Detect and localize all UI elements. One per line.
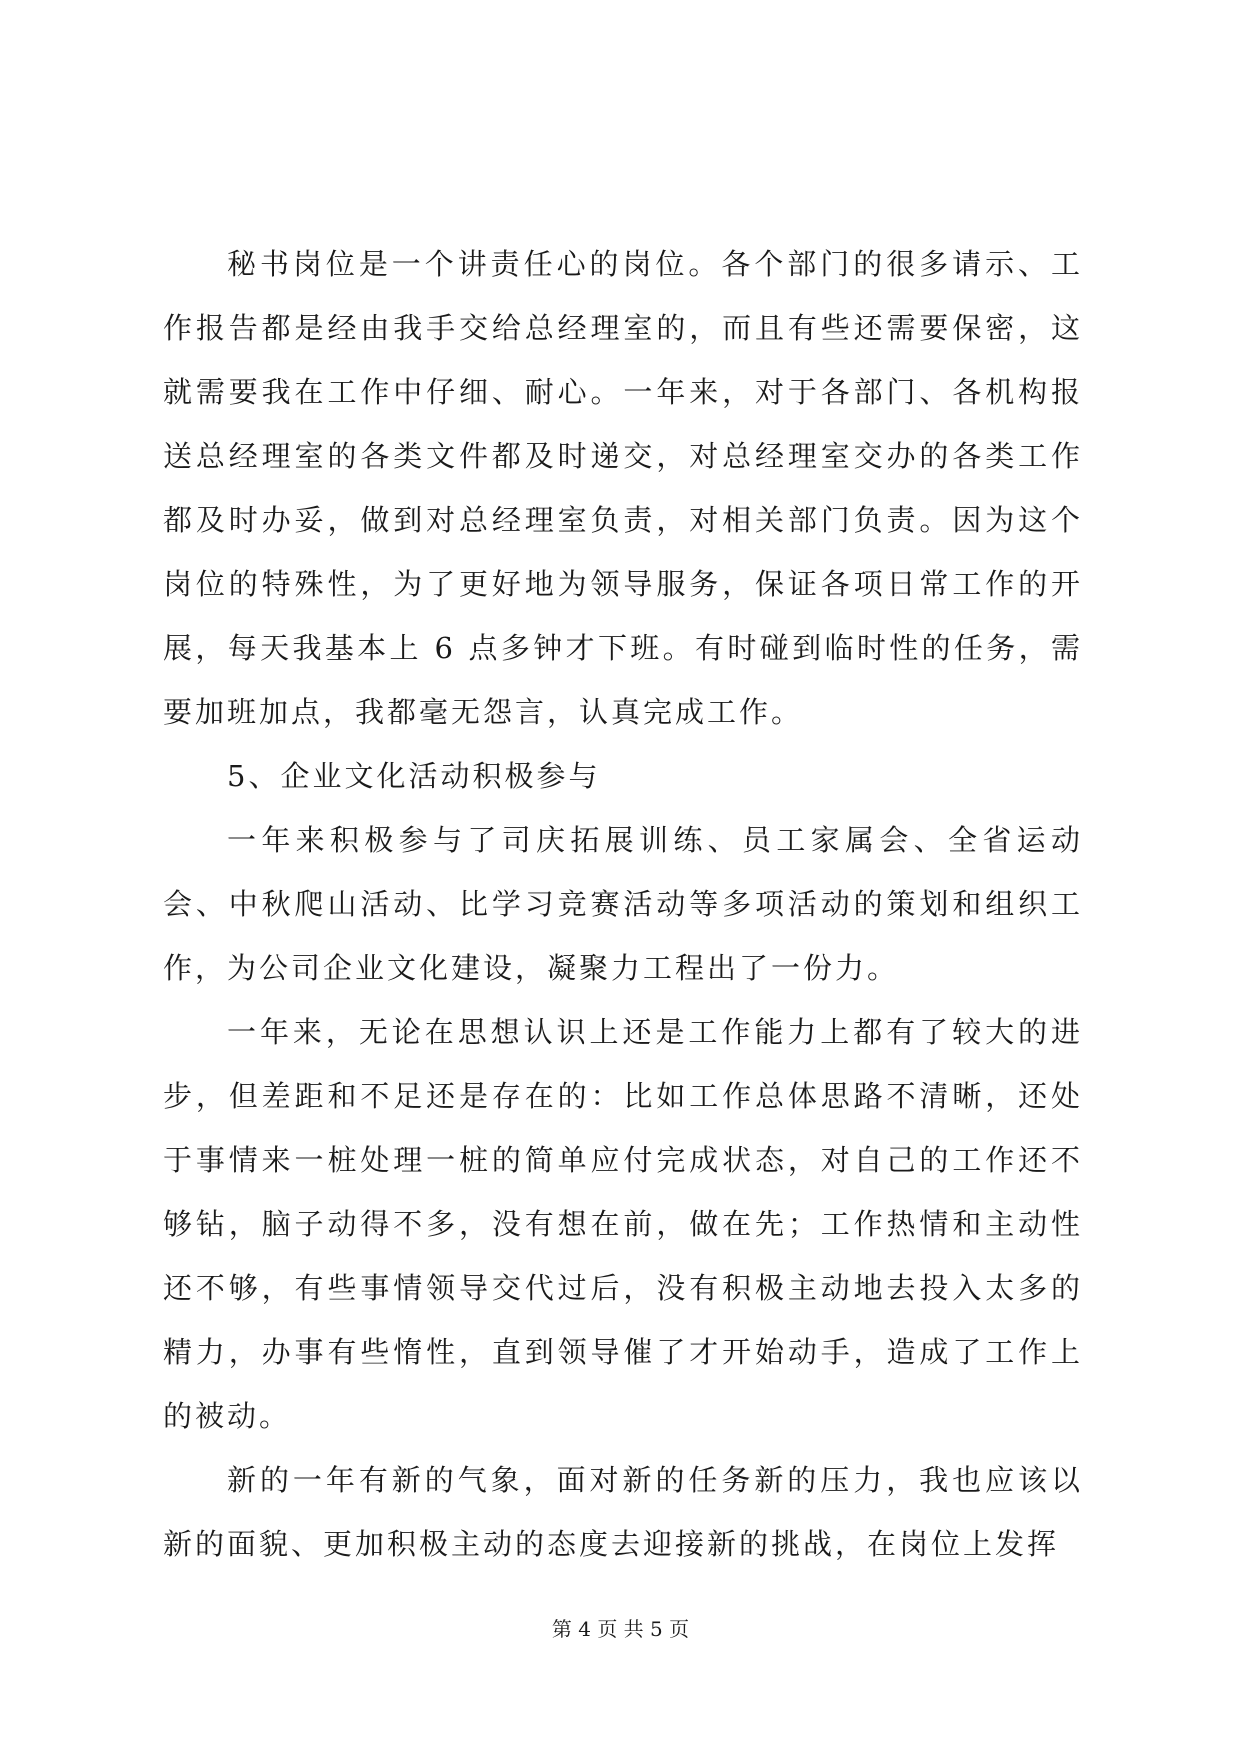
paragraph-new-year: 新的一年有新的气象，面对新的任务新的压力，我也应该以新的面貌、更加积极主动的态度去迎接新的挑战，在岗位上发挥: [163, 1463, 1083, 1561]
page-footer: 第 4 页 共 5 页: [551, 1617, 690, 1641]
paragraph-activities: 一年来积极参与了司庆拓展训练、员工家属会、全省运动会、中秋爬山活动、比学习竞赛活动等多项活动的策划和组织工作，为公司企业文化建设，凝聚力工程出了一份力。: [163, 823, 1083, 985]
paragraph-secretary-duty: 秘书岗位是一个讲责任心的岗位。各个部门的很多请示、工作报告都是经由我手交给总经理室的，而且有些还需要保密，这就需要我在工作中仔细、耐心。一年来，对于各部门、各机构报送总经理室的各类文件都及时递交，对总经理室交办的各类工作都及时办妥，做到对总经理室负责，对相关部门负责。因为这个岗位的特殊性，为了更好地为领导服务，保证各项日常工作的开展，每天我基本上 6 点多钟才下班。有时碰到临时性的任务，需要加班加点，我都毫无怨言，认真完成工作。: [163, 247, 1083, 729]
document-body: [163, 232, 1083, 1576]
section-heading-culture-activities: 5、企业文化活动积极参与: [227, 759, 601, 793]
paragraph-shortcomings: 一年来，无论在思想认识上还是工作能力上都有了较大的进步，但差距和不足还是存在的：比如工作总体思路不清晰，还处于事情来一桩处理一桩的简单应付完成状态，对自己的工作还不够钻，脑子动得不多，没有想在前，做在先；工作热情和主动性还不够，有些事情领导交代过后，没有积极主动地去投入太多的精力，办事有些惰性，直到领导催了才开始动手，造成了工作上的被动。: [163, 1015, 1083, 1433]
